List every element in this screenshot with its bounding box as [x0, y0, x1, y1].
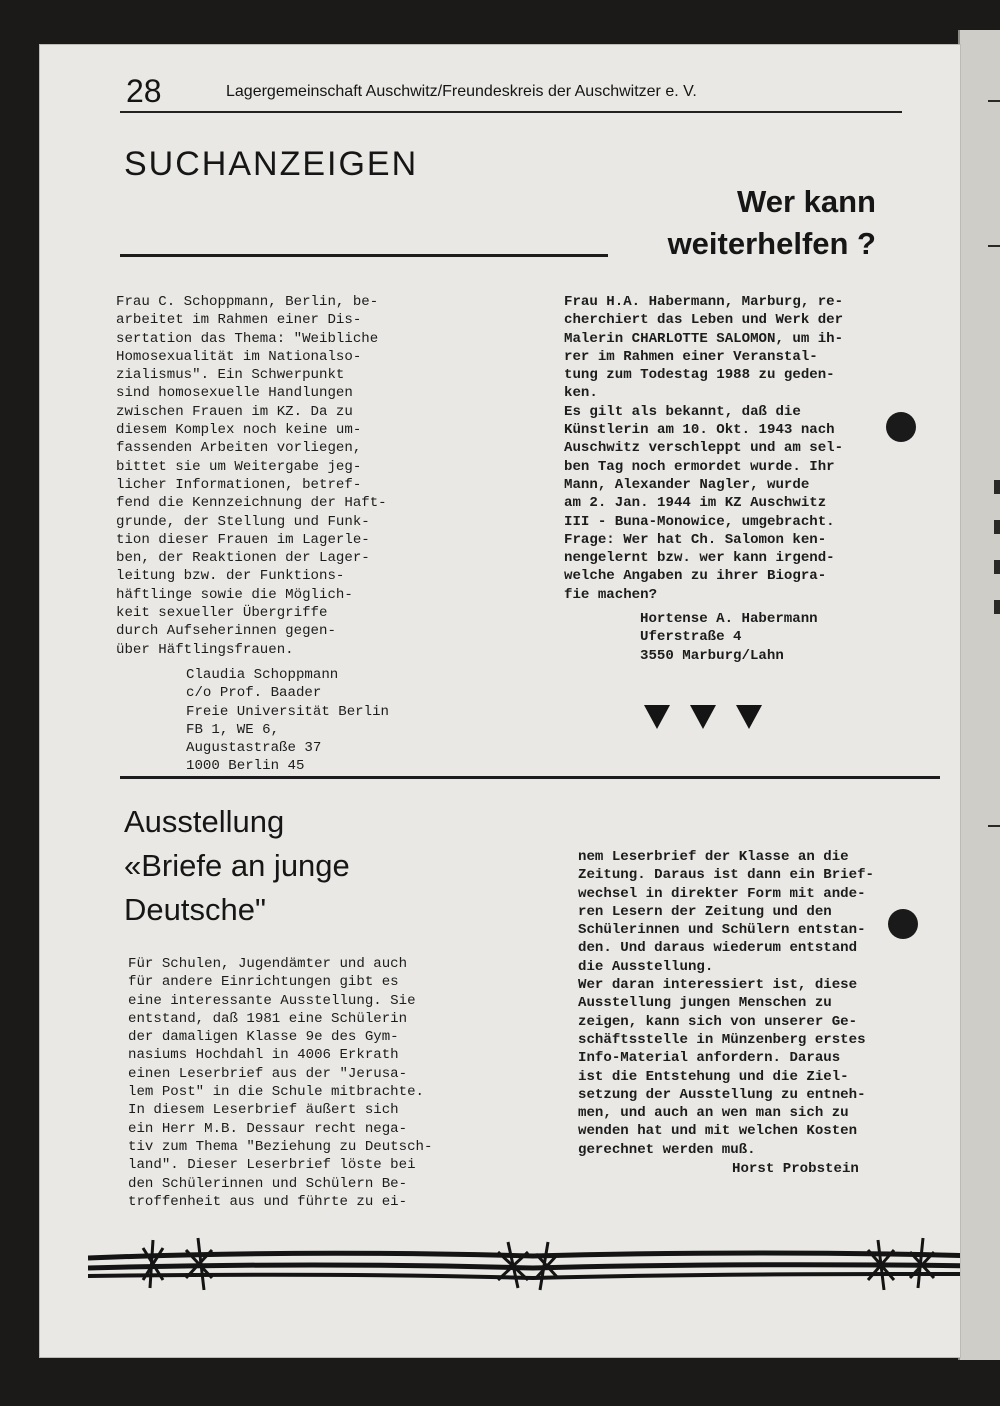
section-title: SUCHANZEIGEN	[124, 145, 419, 183]
triangle-divider	[644, 705, 762, 729]
publication-header: Lagergemeinschaft Auschwitz/Freundeskreis der Auschwitzer e. V.	[226, 83, 697, 100]
adjacent-page-mark	[988, 100, 1000, 102]
adjacent-page-mark	[988, 245, 1000, 247]
punch-hole	[886, 412, 916, 442]
adjacent-page-mark	[994, 560, 1000, 574]
header-rule	[120, 111, 902, 113]
exhibition-text-right: nem Leserbrief der Klasse an die Zeitung. Daraus ist dann ein Brief- wechsel in direkter Form mit ande- ren Lesern der Zeitung und den Schülerinnen und Schülern entstan- den. Und daraus wiederum entstand die Ausstellung. Wer daran interessiert ist, diese Ausstellung jungen Menschen zu zeigen, kann sich von unserer Ge- schäftsstelle in Münzenberg erstes Info-Material anfordern. Daraus ist die Entstehung und die Ziel- setzung der Ausstellung zu entneh- men, und auch an wen man sich zu wenden hat und mit welchen Kosten gerechnet werden muß.	[578, 849, 875, 1158]
page-number: 28	[126, 73, 162, 109]
adjacent-page-mark	[994, 480, 1000, 494]
triangle-down-icon	[736, 705, 762, 729]
habermann-address: Hortense A. Habermann Uferstraße 4 3550 Marburg/Lahn	[640, 611, 818, 664]
barbed-wire-icon	[88, 1230, 960, 1300]
search-headline: Wer kann weiterhelfen ?	[667, 184, 876, 261]
exhibition-text-left: Für Schulen, Jugendämter und auch für andere Einrichtungen gibt es eine interessante Ausstellung. Sie entstand, daß 1981 eine Schülerin der damaligen Klasse 9e des Gym- nasiums Hochdahl in 4006 Erkrath einen Leserbrief aus der "Jerusa- lem Post" in die Schule mitbrachte. In diesem Leserbrief äußert sich ein Herr M.B. Dessaur recht nega- tiv zum Thema "Beziehung zu Deutsch- land". Dieser Leserbrief löste bei den Schülerinnen und Schülern Be- troffenheit aus und führte zu ei-	[128, 956, 433, 1210]
adjacent-page-mark	[994, 520, 1000, 534]
section-divider-rule	[120, 776, 940, 779]
document-page	[40, 45, 960, 1357]
punch-hole	[888, 909, 918, 939]
habermann-ad-text: Frau H.A. Habermann, Marburg, re- cherchiert das Leben und Werk der Malerin CHARLOTTE SALOMON, um ih- rer im Rahmen einer Veranstal- tung zum Todestag 1988 zu geden- ken. Es gilt als bekannt, daß die Künstlerin am 10. Okt. 1943 nach Auschwitz verschleppt und am sel- ben Tag noch ermordet wurde. Ihr Mann, Alexander Nagler, wurde am 2. Jan. 1944 im KZ Auschwitz III - Buna-Monowice, umgebracht. Frage: Wer hat Ch. Salomon ken- nengelernt bzw. wer kann irgend- welche Angaben zu ihrer Biogra- fie machen?	[564, 294, 844, 603]
adjacent-page-edge	[958, 30, 1000, 1360]
adjacent-page-mark	[994, 600, 1000, 614]
exhibition-title: Ausstellung «Briefe an junge Deutsche"	[124, 804, 350, 927]
adjacent-page-mark	[988, 825, 1000, 827]
schoppmann-ad-text: Frau C. Schoppmann, Berlin, be- arbeitet im Rahmen einer Dis- sertation das Thema: "Weibliche Homosexualität im Nationalso- zialismus". Ein Schwerpunkt sind homosexuelle Handlungen zwischen Frauen im KZ. Da zu diesem Komplex noch keine um- fassenden Arbeiten vorliegen, bittet sie um Weitergabe jeg- licher Informationen, betref- fend die Kennzeichnung der Haft- grunde, der Stellung und Funk- tion dieser Frauen im Lagerle- ben, der Reaktionen der Lager- leitung bzw. der Funktions- häftlinge sowie die Möglich- keit sexueller Übergriffe durch Aufseherinnen gegen- über Häftlingsfrauen.	[116, 294, 387, 658]
author-signature: Horst Probstein	[732, 1161, 859, 1177]
triangle-down-icon	[644, 705, 670, 729]
schoppmann-address: Claudia Schoppmann c/o Prof. Baader Freie Universität Berlin FB 1, WE 6, Augustastraße 37 1000 Berlin 45	[186, 667, 389, 775]
triangle-down-icon	[690, 705, 716, 729]
title-rule	[120, 254, 608, 257]
barbed-wire-graphic	[88, 1230, 960, 1300]
